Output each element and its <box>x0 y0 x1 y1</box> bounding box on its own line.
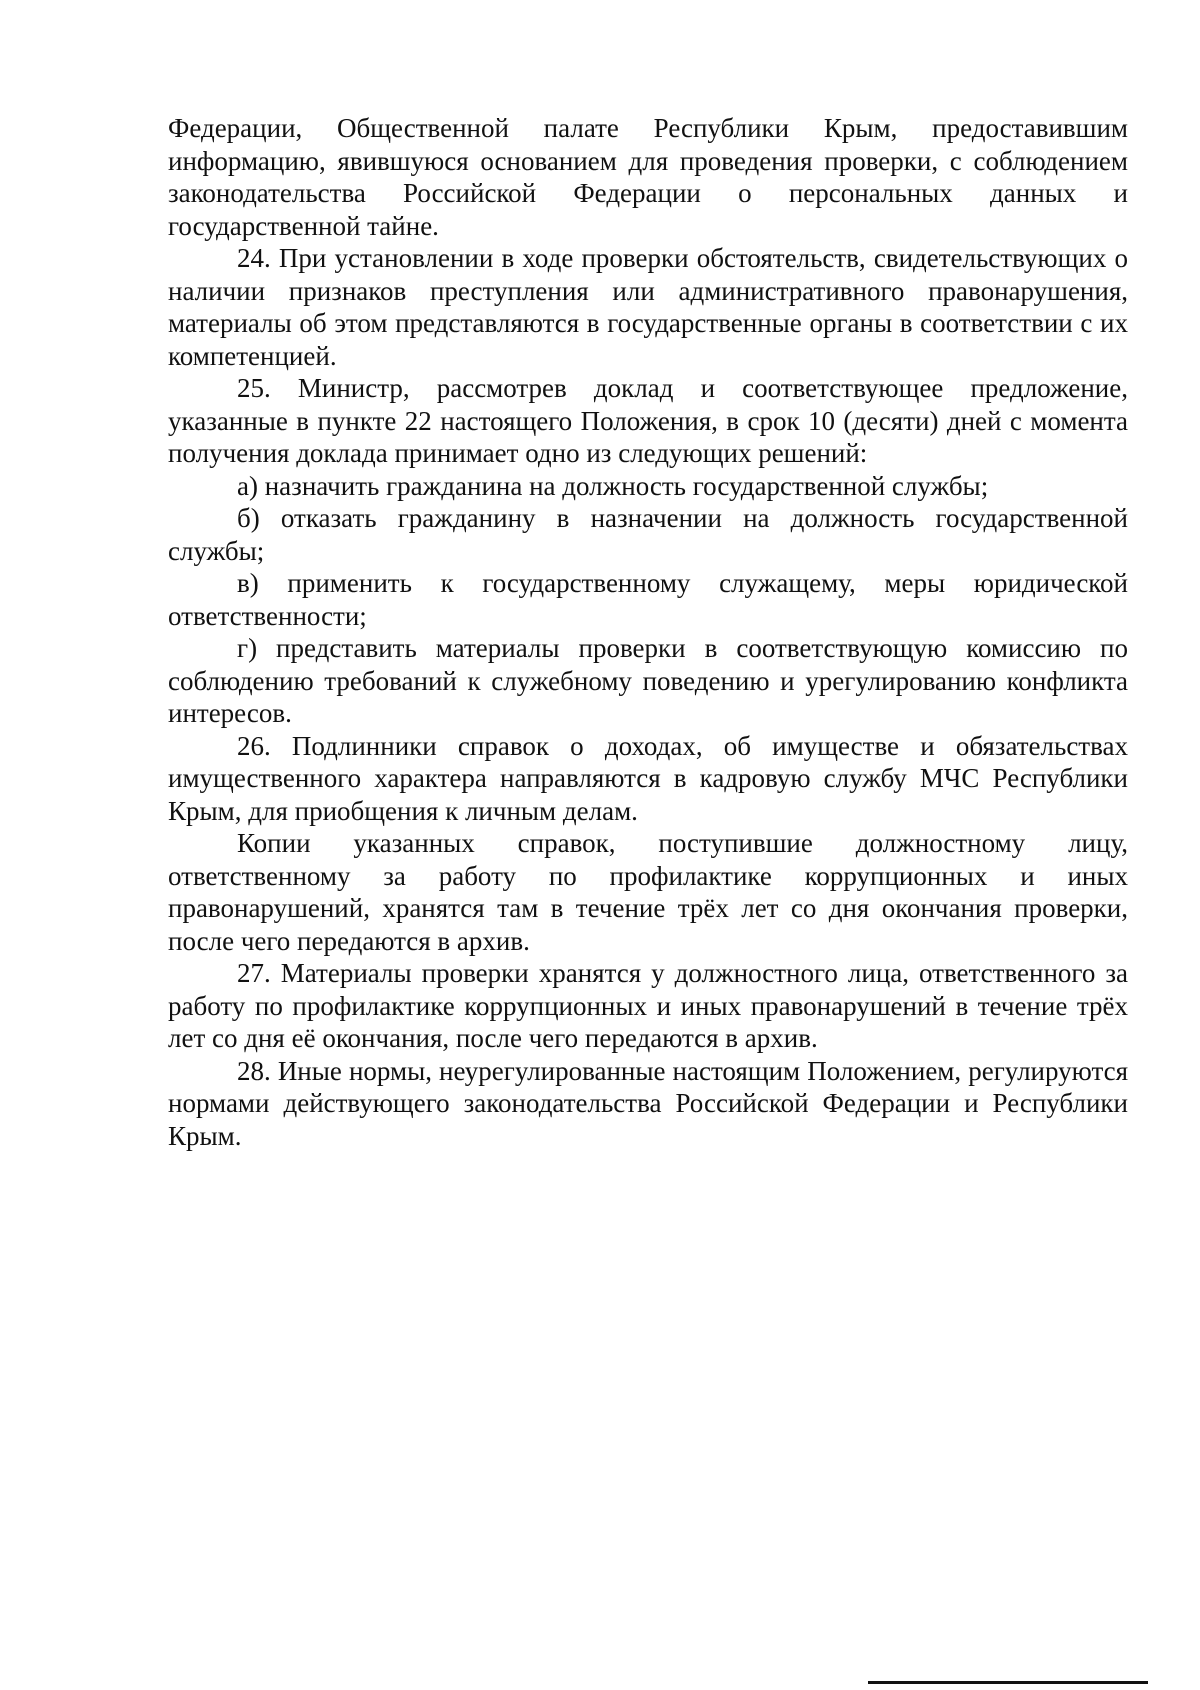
footer-rule <box>868 1681 1148 1684</box>
paragraph-25-a: а) назначить гражданина на должность государственной службы; <box>237 470 989 501</box>
paragraph-27: 27. Материалы проверки хранятся у должностного лица, ответственного за работу по профилактике коррупционных и иных правонарушений в течение трёх лет со дня её окончания, после чего передаются в архив. <box>168 958 1128 1053</box>
paragraph-28: 28. Иные нормы, неурегулированные настоящим Положением, регулируются нормами действующего законодательства Российской Федерации и Республики Крым. <box>168 1055 1128 1151</box>
document-body <box>168 112 1128 1152</box>
paragraph-25-g: г) представить материалы проверки в соответствующую комиссию по соблюдению требований к служебному поведению и урегулированию конфликта интересов. <box>168 633 1128 728</box>
paragraph-26: 26. Подлинники справок о доходах, об имуществе и обязательствах имущественного характера направляются в кадровую службу МЧС Республики Крым, для приобщения к личным делам. <box>168 730 1128 826</box>
paragraph-25-b: б) отказать гражданину в назначении на должность государственной службы; <box>168 503 1128 566</box>
paragraph-26-copies: Копии указанных справок, поступившие должностному лицу, ответственному за работу по профилактике коррупционных и иных правонарушений, хранятся там в течение трёх лет со дня окончания проверки, после чего передаются в архив. <box>168 828 1128 956</box>
paragraph-25: 25. Министр, рассмотрев доклад и соответствующее предложение, указанные в пункте 22 настоящего Положения, в срок 10 (десяти) дней с момента получения доклада принимает одно из следующих решений: <box>168 373 1128 468</box>
paragraph-25-v: в) применить к государственному служащему, меры юридической ответственности; <box>168 568 1128 631</box>
paragraph-continuation: Федерации, Общественной палате Республики Крым, предоставившим информацию, явившуюся основанием для проведения проверки, с соблюдением законодательства Российской Федерации о персональных данных и государственной тайне. <box>168 113 1128 241</box>
paragraph-24: 24. При установлении в ходе проверки обстоятельств, свидетельствующих о наличии признаков преступления или административного правонарушения, материалы об этом представляются в государственные органы в соответствии с их компетенцией. <box>168 243 1128 371</box>
